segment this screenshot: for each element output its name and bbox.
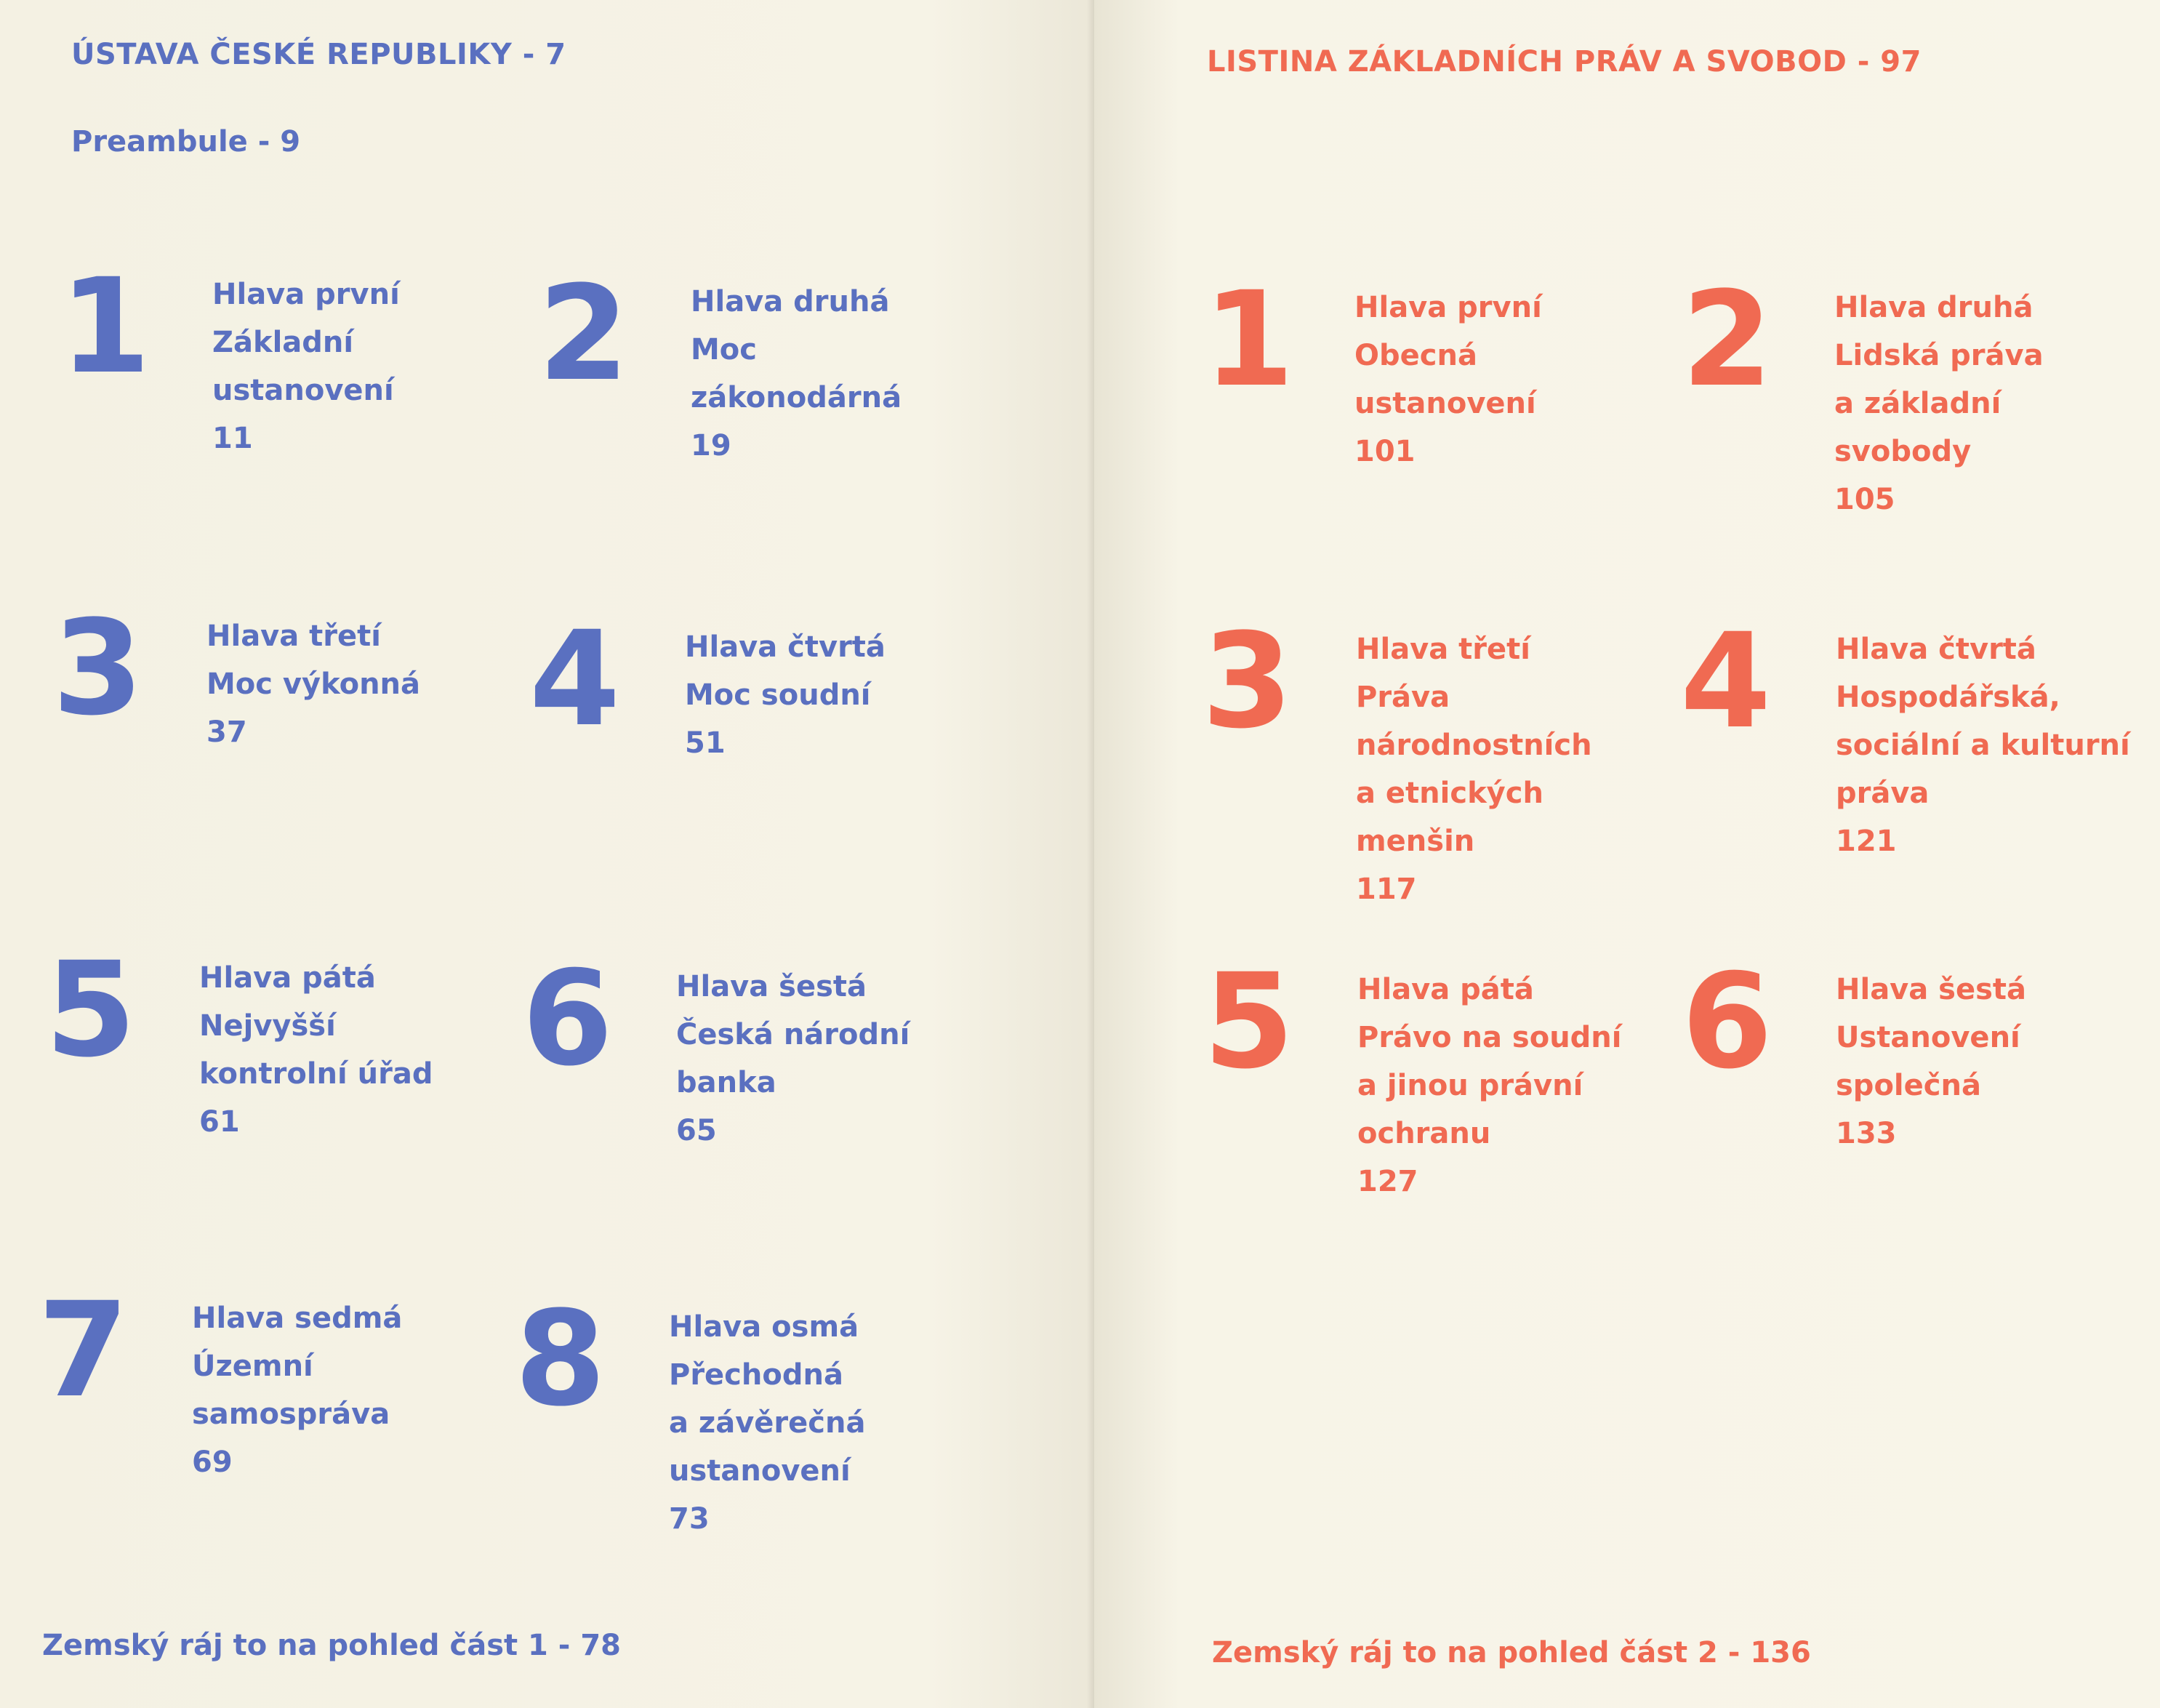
chapter-title-line: ustanovení [1354, 387, 1536, 420]
chapter-title-line: Moc výkonná [206, 667, 421, 701]
chapter-number: 3 [1202, 606, 1293, 758]
chapter-label: Hlava sedmá [192, 1302, 403, 1335]
chapter-label: Hlava pátá [199, 961, 376, 995]
chapter-text [669, 1303, 865, 1543]
chapter-page: 69 [192, 1446, 233, 1479]
page-footer: Zemský ráj to na pohled část 1 - 78 [42, 1629, 621, 1662]
chapter-page: 105 [1834, 483, 1895, 516]
chapter-title-line: Lidská práva [1834, 339, 2044, 372]
chapter-title-line: Územní [192, 1350, 313, 1383]
chapter-number: 4 [1680, 606, 1772, 758]
right-page [1094, 0, 2160, 1708]
chapter-number: 1 [60, 251, 151, 403]
chapter-page: 101 [1354, 435, 1416, 468]
chapter-page: 127 [1357, 1165, 1418, 1198]
chapter-label: Hlava první [212, 278, 400, 311]
chapter-number: 4 [529, 604, 621, 755]
chapter-title-line: a závěrečná [669, 1406, 866, 1440]
chapter-text [685, 623, 886, 767]
chapter-number: 3 [52, 593, 144, 745]
chapter-label: Hlava čtvrtá [1836, 633, 2036, 666]
chapter-page: 73 [669, 1502, 710, 1536]
page-title: ÚSTAVA ČESKÉ REPUBLIKY - 7 [71, 38, 566, 71]
chapter-label: Hlava první [1354, 291, 1542, 324]
chapter-title-line: Přechodná [669, 1358, 843, 1392]
chapter-text [192, 1294, 402, 1486]
chapter-label: Hlava šestá [676, 970, 867, 1003]
chapter-page: 121 [1836, 825, 1897, 858]
chapter-title-line: Nejvyšší [199, 1009, 336, 1043]
chapter-text [212, 270, 400, 462]
chapter-page: 19 [691, 429, 731, 462]
chapter-number: 2 [1682, 264, 1773, 416]
preamble-link: Preambule - 9 [71, 125, 301, 159]
chapter-title-line: ustanovení [669, 1454, 851, 1488]
chapter-title-line: Práva [1356, 681, 1450, 714]
chapter-title-line: zákonodárná [691, 381, 902, 414]
chapter-page: 37 [206, 715, 247, 749]
chapter-text [1834, 284, 2044, 524]
page-footer: Zemský ráj to na pohled část 2 - 136 [1212, 1636, 1811, 1669]
chapter-title-line: menšin [1356, 825, 1475, 858]
chapter-number: 5 [45, 934, 137, 1086]
chapter-title-line: a jinou právní [1357, 1069, 1583, 1102]
chapter-text [691, 278, 902, 470]
chapter-title-line: banka [676, 1066, 776, 1099]
chapter-title-line: Ustanovení [1836, 1021, 2020, 1054]
chapter-text [1354, 284, 1542, 476]
chapter-page: 61 [199, 1105, 240, 1139]
chapter-number: 6 [1682, 946, 1773, 1098]
chapter-text [676, 963, 910, 1155]
chapter-title-line: Obecná [1354, 339, 1477, 372]
chapter-title-line: a základní [1834, 387, 2002, 420]
chapter-page: 65 [676, 1114, 717, 1147]
chapter-title-line: kontrolní úřad [199, 1057, 433, 1091]
chapter-number: 7 [38, 1275, 129, 1427]
chapter-title-line: Česká národní [676, 1018, 910, 1051]
chapter-number: 8 [515, 1283, 606, 1435]
chapter-label: Hlava třetí [1356, 633, 1530, 666]
chapter-text [199, 954, 433, 1146]
chapter-title-line: Moc [691, 333, 757, 366]
chapter-title-line: práva [1836, 777, 1930, 810]
chapter-label: Hlava třetí [206, 620, 381, 653]
chapter-title-line: společná [1836, 1069, 1981, 1102]
chapter-text [1356, 625, 1592, 913]
chapter-text [206, 612, 420, 756]
chapter-title-line: sociální a kulturní [1836, 729, 2130, 762]
chapter-label: Hlava pátá [1357, 973, 1534, 1006]
chapter-number: 5 [1203, 946, 1295, 1098]
chapter-number: 2 [538, 258, 630, 410]
chapter-title-line: Hospodářská, [1836, 681, 2060, 714]
chapter-text [1836, 966, 2026, 1158]
chapter-text [1357, 966, 1622, 1206]
chapter-title-line: ochranu [1357, 1117, 1491, 1150]
chapter-page: 133 [1836, 1117, 1897, 1150]
chapter-title-line: svobody [1834, 435, 1972, 468]
chapter-title-line: ustanovení [212, 374, 394, 407]
chapter-number: 6 [522, 943, 614, 1095]
chapter-label: Hlava druhá [691, 285, 890, 318]
chapter-text [1836, 625, 2130, 865]
chapter-page: 117 [1356, 873, 1417, 906]
chapter-number: 1 [1203, 264, 1295, 416]
chapter-title-line: a etnických [1356, 777, 1543, 810]
chapter-title-line: Právo na soudní [1357, 1021, 1622, 1054]
chapter-label: Hlava čtvrtá [685, 630, 886, 664]
chapter-label: Hlava osmá [669, 1310, 859, 1344]
chapter-title-line: národnostních [1356, 729, 1592, 762]
chapter-page: 51 [685, 726, 726, 760]
chapter-title-line: samospráva [192, 1398, 390, 1431]
chapter-page: 11 [212, 422, 253, 455]
chapter-title-line: Základní [212, 326, 354, 359]
chapter-title-line: Moc soudní [685, 678, 871, 712]
page-title: LISTINA ZÁKLADNÍCH PRÁV A SVOBOD - 97 [1207, 45, 1922, 79]
chapter-label: Hlava šestá [1836, 973, 2027, 1006]
chapter-label: Hlava druhá [1834, 291, 2033, 324]
